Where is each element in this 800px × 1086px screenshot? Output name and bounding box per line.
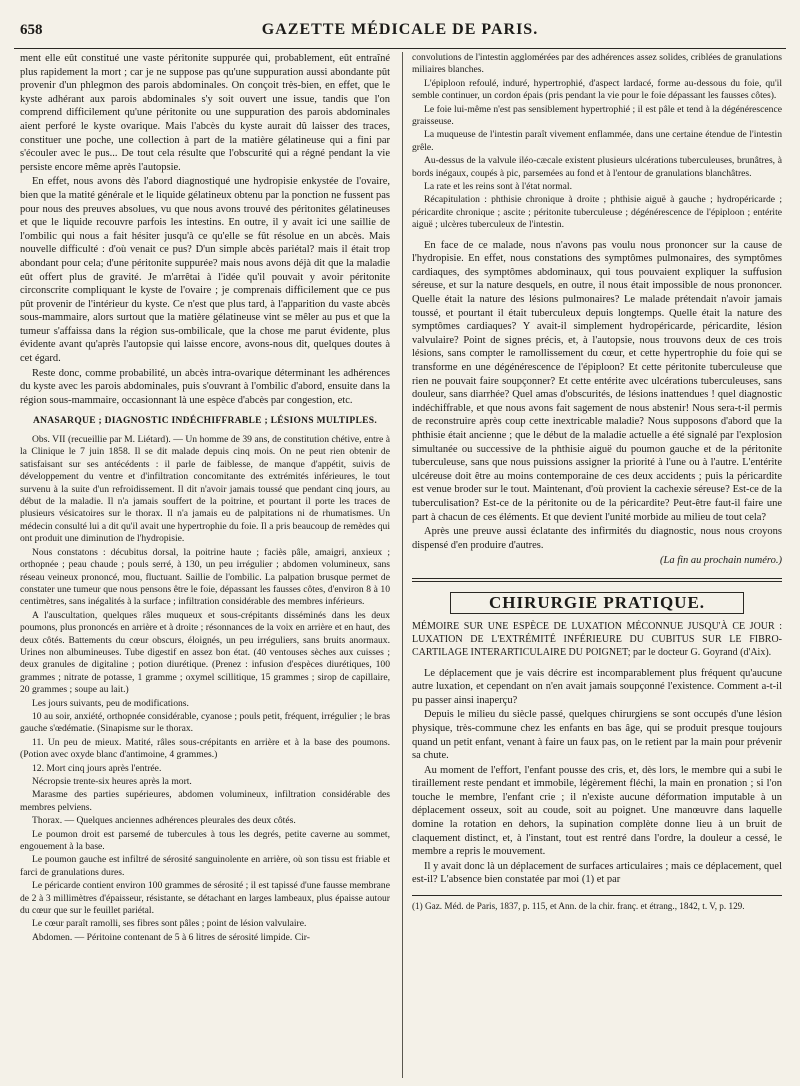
observation-paragraph: A l'auscultation, quelques râles muqueux et sous-crépitants disséminés dans les deux poumons, plus prononcés en arrière et à droite ; résonnances de la voix en arrière et en haut, des deux côtés. Battements du cœur obscurs, éloignés, un peu irréguliers, sans bruits anormaux. Urines non albumineuses. Tube digestif en assez bon état. (40 ventouses sèches aux cuisses ; deux granules de digitaline ; potion diurétique. (Prenez : infusion d'espèces diurétiques, 100 grammes ; nitrate de potasse, 1 gramme ; oxymel scillitique, 15 grammes ; sirop de capillaire, 20 grammes ; soupe au lait.) bbox=[20, 609, 390, 696]
page-header bbox=[14, 14, 786, 49]
observation-paragraph: 11. Un peu de mieux. Matité, râles sous-crépitants en arrière et à la base des poumons. (Potion avec oxyde blanc d'antimoine, 4 grammes.) bbox=[20, 736, 390, 761]
paragraph: En face de ce malade, nous n'avons pas voulu nous prononcer sur la cause de l'hydropisie. En effet, nous constations des symptômes pulmonaires, des symptômes cardiaques, des symptômes abdominaux, qui tous pouvaient expliquer la suffusion séreuse, et sur la nature desquels, en outre, il nous était impossible de nous prononcer. Quelle était la nature des lésions pulmonaires? Le malade prétendait n'avoir jamais toussé, et pourtant il était tuberculeux depuis longtemps. Quelle était la nature des symptômes cardiaques? Y avait-il simplement hydropéricarde, péricardite, lésion valvulaire? Point de signes précis, et, à l'autopsie, nous trouvons deux de ces trois lésions, sans compter le ramollissement du cœur, et cette hypertrophie du foie qui se transforme en une dégénérescence de l'épiploon? Et cette péritonite tuberculeuse que rien ne pouvait faire soupçonner? Et cette entérite avec ulcérations tuberculeuses, sans douleur, sans diarrhée? Quel amas d'obscurités, de lésions inattendues ! quel diagnostic indéchiffrable, et que nous avons fait sagement de nous abstenir! Nous sera-t-il permis de reconstruire après coup cette inextricable maladie? Nous supposons d'abord que la phthisie était ancienne ; que le début de la maladie actuelle a été signalé par l'explosion simultanée ou successive de la phthisie aiguë du poumon gauche et de la péritonite tuberculeuse, sans que nous puissions assigner la priorité à l'une ou à l'autre. L'entérite ulcéreuse doit être au moins contemporaine de ces deux accidents ; puis la péricardite est venue broder sur le tout. Maintenant, d'où provient la cachexie séreuse? Est-ce de la tuberculisation? Est-ce de la péritonite ou de la péricardite? Peut-être faut-il faire une part à chacun de ces éléments. Et que devient l'unité morbide au milieu de tout cela? bbox=[412, 239, 782, 523]
observation-paragraph: Au-dessus de la valvule iléo-cæcale existent plusieurs ulcérations tuberculeuses, brunâtres, à bords inégaux, coupés à pic, parsemées au fond et à l'entour de granulations blanchâtres. bbox=[412, 155, 782, 179]
paragraph: ment elle eût constitué une vaste péritonite suppurée qui, probablement, eût entraîné plus rapidement la mort ; car je ne suppose pas qu'une suppuration aussi abondante pût provenir d'un phlegmon des parois abdominales. On conçoit très-bien, en effet, que le kyste adhérant aux parois abdominales s'y soit ouvert une issue, tandis que l'on comprend difficilement qu'une péritonite ou une suppuration des parois abdominales aient perforé le kyste ovarique. Mais l'abcès du kyste aurait dû laisser des traces, constituer une poche, une collection à part de la matière gélatineuse qui a fini par s'écouler avec le pus... De tout cela résulte que l'obscurité qui a régné pendant la vie persiste encore même après l'autopsie. bbox=[20, 53, 390, 173]
left-column bbox=[20, 52, 390, 945]
footnote-rule bbox=[412, 895, 782, 896]
observation-paragraph: Le poumon droit est parsemé de tubercules à tous les degrés, petite caverne au sommet, engouement à la base. bbox=[20, 828, 390, 853]
observation-paragraph: 12. Mort cinq jours après l'entrée. bbox=[32, 762, 162, 774]
paragraph: Reste donc, comme probabilité, un abcès intra-ovarique déterminant les adhérences du kyste avec les parois abdominales, puis s'ouvrant à l'ombilic d'abord, ensuite dans la région sous-mammaire, occasionnant là une espèce d'abcès par congestion, etc. bbox=[20, 367, 390, 406]
article-paragraph: Il y avait donc là un déplacement de surfaces articulaires ; mais ce déplacement, quel est-il? L'absence bien constatée par moi (1) et par bbox=[412, 860, 782, 886]
observation-paragraph: convolutions de l'intestin agglomérées par des adhérences assez solides, criblées de granulations miliaires blanches. bbox=[412, 52, 782, 76]
observation-paragraph: Obs. VII (recueillie par M. Liétard). — Un homme de 39 ans, de constitution chétive, entre à la Clinique le 7 juin 1858. Il se dit malade depuis cinq mois. On ne peut rien obtenir de satisfaisant sur ses antécédents : il parle de faiblesse, de manque d'appétit, suivis de développement du ventre et d'infiltration concomitante des extrémités inférieures, le tout survenu à la suite d'un refroidissement. Il dit n'avoir jamais toussé que pendant cinq jours, au début de la maladie. Il n'a jamais souffert de la poitrine, et pourtant il porte les traces de plusieurs vésicatoires sur le thorax. Il n'a jamais eu de palpitations ni de rhumatismes. Un médecin consulté lui a dit qu'il avait une hypertrophie du foie. Il a pris beaucoup de remèdes qui ont produit une diminution de l'hydropisie. bbox=[20, 434, 390, 545]
page-number: 658 bbox=[20, 22, 43, 38]
observation-paragraph: La rate et les reins sont à l'état normal. bbox=[424, 181, 572, 193]
observation-paragraph: Le foie lui-même n'est pas sensiblement hypertrophié ; il est pâle et tend à la dégénérescence graisseuse. bbox=[412, 103, 782, 128]
footnote: (1) Gaz. Méd. de Paris, 1837, p. 115, et Ann. de la chir. franç. et étrang., 1842, t. V, p. 129. bbox=[412, 901, 745, 912]
observation-paragraph: Les jours suivants, peu de modifications. bbox=[32, 697, 189, 709]
observation-paragraph: Abdomen. — Péritoine contenant de 5 à 6 litres de sérosité limpide. Cir- bbox=[32, 931, 310, 943]
section-rule bbox=[412, 578, 782, 582]
column-divider bbox=[402, 52, 403, 1078]
observation-paragraph: Marasme des parties supérieures, abdomen volumineux, infiltration considérable des membres pelviens. bbox=[20, 789, 390, 813]
article-paragraph: Le déplacement que je vais décrire est incomparablement plus fréquent qu'aucune autre luxation, et cependant on n'en avait jamais soupçonné l'existence. Comment a-t-il pu passer ainsi inaperçu? bbox=[412, 667, 782, 706]
observation-paragraph: Récapitulation : phthisie chronique à droite ; phthisie aiguë à gauche ; hydropéricarde ; péricardite chronique ; ascite ; péritonite tuberculeuse ; dégénérescence de l'épiploon ; entérite aiguë ; ulcères tuberculeux de l'intestin. bbox=[412, 194, 782, 231]
observation-paragraph: Le péricarde contient environ 100 grammes de sérosité ; il est tapissé d'une fausse membrane de 2 à 3 millimètres d'épaisseur, résistante, se détachant en larges lambeaux, plus épaisse autour du cœur que sur le feuillet pariétal. bbox=[20, 880, 390, 917]
observation-paragraph: L'épiploon refoulé, induré, hypertrophié, d'aspect lardacé, forme au-dessous du foie, qu'il semble continuer, un cordon épais (pris pendant la vie pour le foie dépassant les fausses côtes). bbox=[412, 77, 782, 102]
continuation-note: (La fin au prochain numéro.) bbox=[659, 555, 782, 567]
observation-paragraph: Thorax. — Quelques anciennes adhérences pleurales des deux côtés. bbox=[32, 815, 296, 827]
observation-paragraph: 10 au soir, anxiété, orthopnée considérable, cyanose ; pouls petit, fréquent, irrégulier ; le bras gauche s'œdématie. (Sinapisme sur le thorax. bbox=[20, 710, 390, 735]
page-title: GAZETTE MÉDICALE DE PARIS. bbox=[261, 21, 539, 38]
case-subheading: ANASARQUE ; DIAGNOSTIC INDÉCHIFFRABLE ; LÉSIONS MULTIPLES. bbox=[32, 416, 378, 427]
article-paragraph: Depuis le milieu du siècle passé, quelques chirurgiens se sont occupés d'une lésion physique, très-commune chez les enfants en bas âge, qui se produit presque toujours quand un petit enfant, venant à faire un faux pas, on le retient par la main pour prévenir sa chute. bbox=[412, 709, 782, 762]
paragraph: En effet, nous avons dès l'abord diagnostiqué une hydropisie enkystée de l'ovaire, bien que la matité générale et le liquide gélatineux obtenu par la ponction ne fussent pas pour nous des preuves absolues, vu que nous avons trouvé des péritonites gélatineuses et que le liquide recouvre parfois les intestins. En outre, il y avait ici une saillie de l'ombilic qui nous a fait hésiter jusqu'à ce qu'elle se fût résolue en un abcès. Mais nouvelle difficulté : d'où venait ce pus? D'un simple abcès pariétal? mais il était trop abondant pour cela; d'une péritonite suppurée? mais nous avons déjà dit que la maladie eût offert plus de gravité. Je m'arrêtai à l'idée qu'il pouvait y avoir péritonite circonscrite compliquant le kyste de l'ovaire ; je comprenais difficilement que ce pus pût provenir de l'intérieur du kyste. Ce n'est que plus tard, à l'apparition du vaste abcès sous-mammaire, alors surtout que la matière gélatineuse vint se mêler au pus et que la tumeur s'affaissa dans la région sus-ombilicale, que la chose me parut évidente, plus évidente avant qu'après l'autopsie qui laisse encore, avons-nous dit, quelques doutes à cet égard. bbox=[20, 176, 390, 365]
section-title: CHIRURGIE PRATIQUE. bbox=[450, 592, 744, 614]
observation-paragraph: Nécropsie trente-six heures après la mort. bbox=[32, 776, 192, 787]
observation-paragraph: Le poumon gauche est infiltré de sérosité sanguinolente en arrière, où son tissu est friable et farci de granulations dures. bbox=[20, 854, 390, 878]
observation-paragraph: Nous constatons : décubitus dorsal, la poitrine haute ; faciès pâle, amaigri, anxieux ; orthopnée ; peau chaude ; pouls serré, à 130, un peu irrégulier ; abdomen volumineux, sans réseau veineux prononcé, mou, fluctuant. Saillie de l'ombilic. La palpation brusque permet de constater une tumeur que nous pensons être le foie, dépassant les fausses côtes, d'environ 8 à 10 centimètres, sans inégalités à la surface ; infiltration considérable des membres inférieurs. bbox=[20, 546, 390, 608]
observation-paragraph: La muqueuse de l'intestin paraît vivement enflammée, dans une certaine étendue de l'intestin grêle. bbox=[412, 129, 782, 153]
right-column bbox=[412, 52, 782, 913]
paragraph: Après une preuve aussi éclatante des infirmités du diagnostic, nous nous croyons dispensé d'en produire d'autres. bbox=[412, 526, 782, 551]
observation-paragraph: Le cœur paraît ramolli, ses fibres sont pâles ; point de lésion valvulaire. bbox=[32, 918, 307, 930]
article-paragraph: Au moment de l'effort, l'enfant pousse des cris, et, dès lors, le membre qui a subi le tiraillement reste pendant et immobile, légèrement fléchi, la main en pronation ; si l'on touche le membre, l'enfant crie ; il n'existe aucune déformation imputable à un déplacement osseux, soit au coude, soit au poignet. Une manœuvre dans laquelle domine la rotation en dehors, la supination complète donne lieu à un bruit de claquement distinct, et, à l'instant, tout est rentré dans l'ordre, la douleur a cessé, le membre a repris le mouvement. bbox=[412, 764, 782, 858]
article-title: MÉMOIRE SUR UNE ESPÈCE DE LUXATION MÉCONNUE JUSQU'À CE JOUR : LUXATION DE L'EXTRÉMITÉ INFÉRIEURE DU CUBITUS SUR LE FIBRO-CARTILAGE INTERARTICULAIRE DU POIGNET; par le docteur G. Goyrand (d'Aix). bbox=[412, 620, 782, 658]
